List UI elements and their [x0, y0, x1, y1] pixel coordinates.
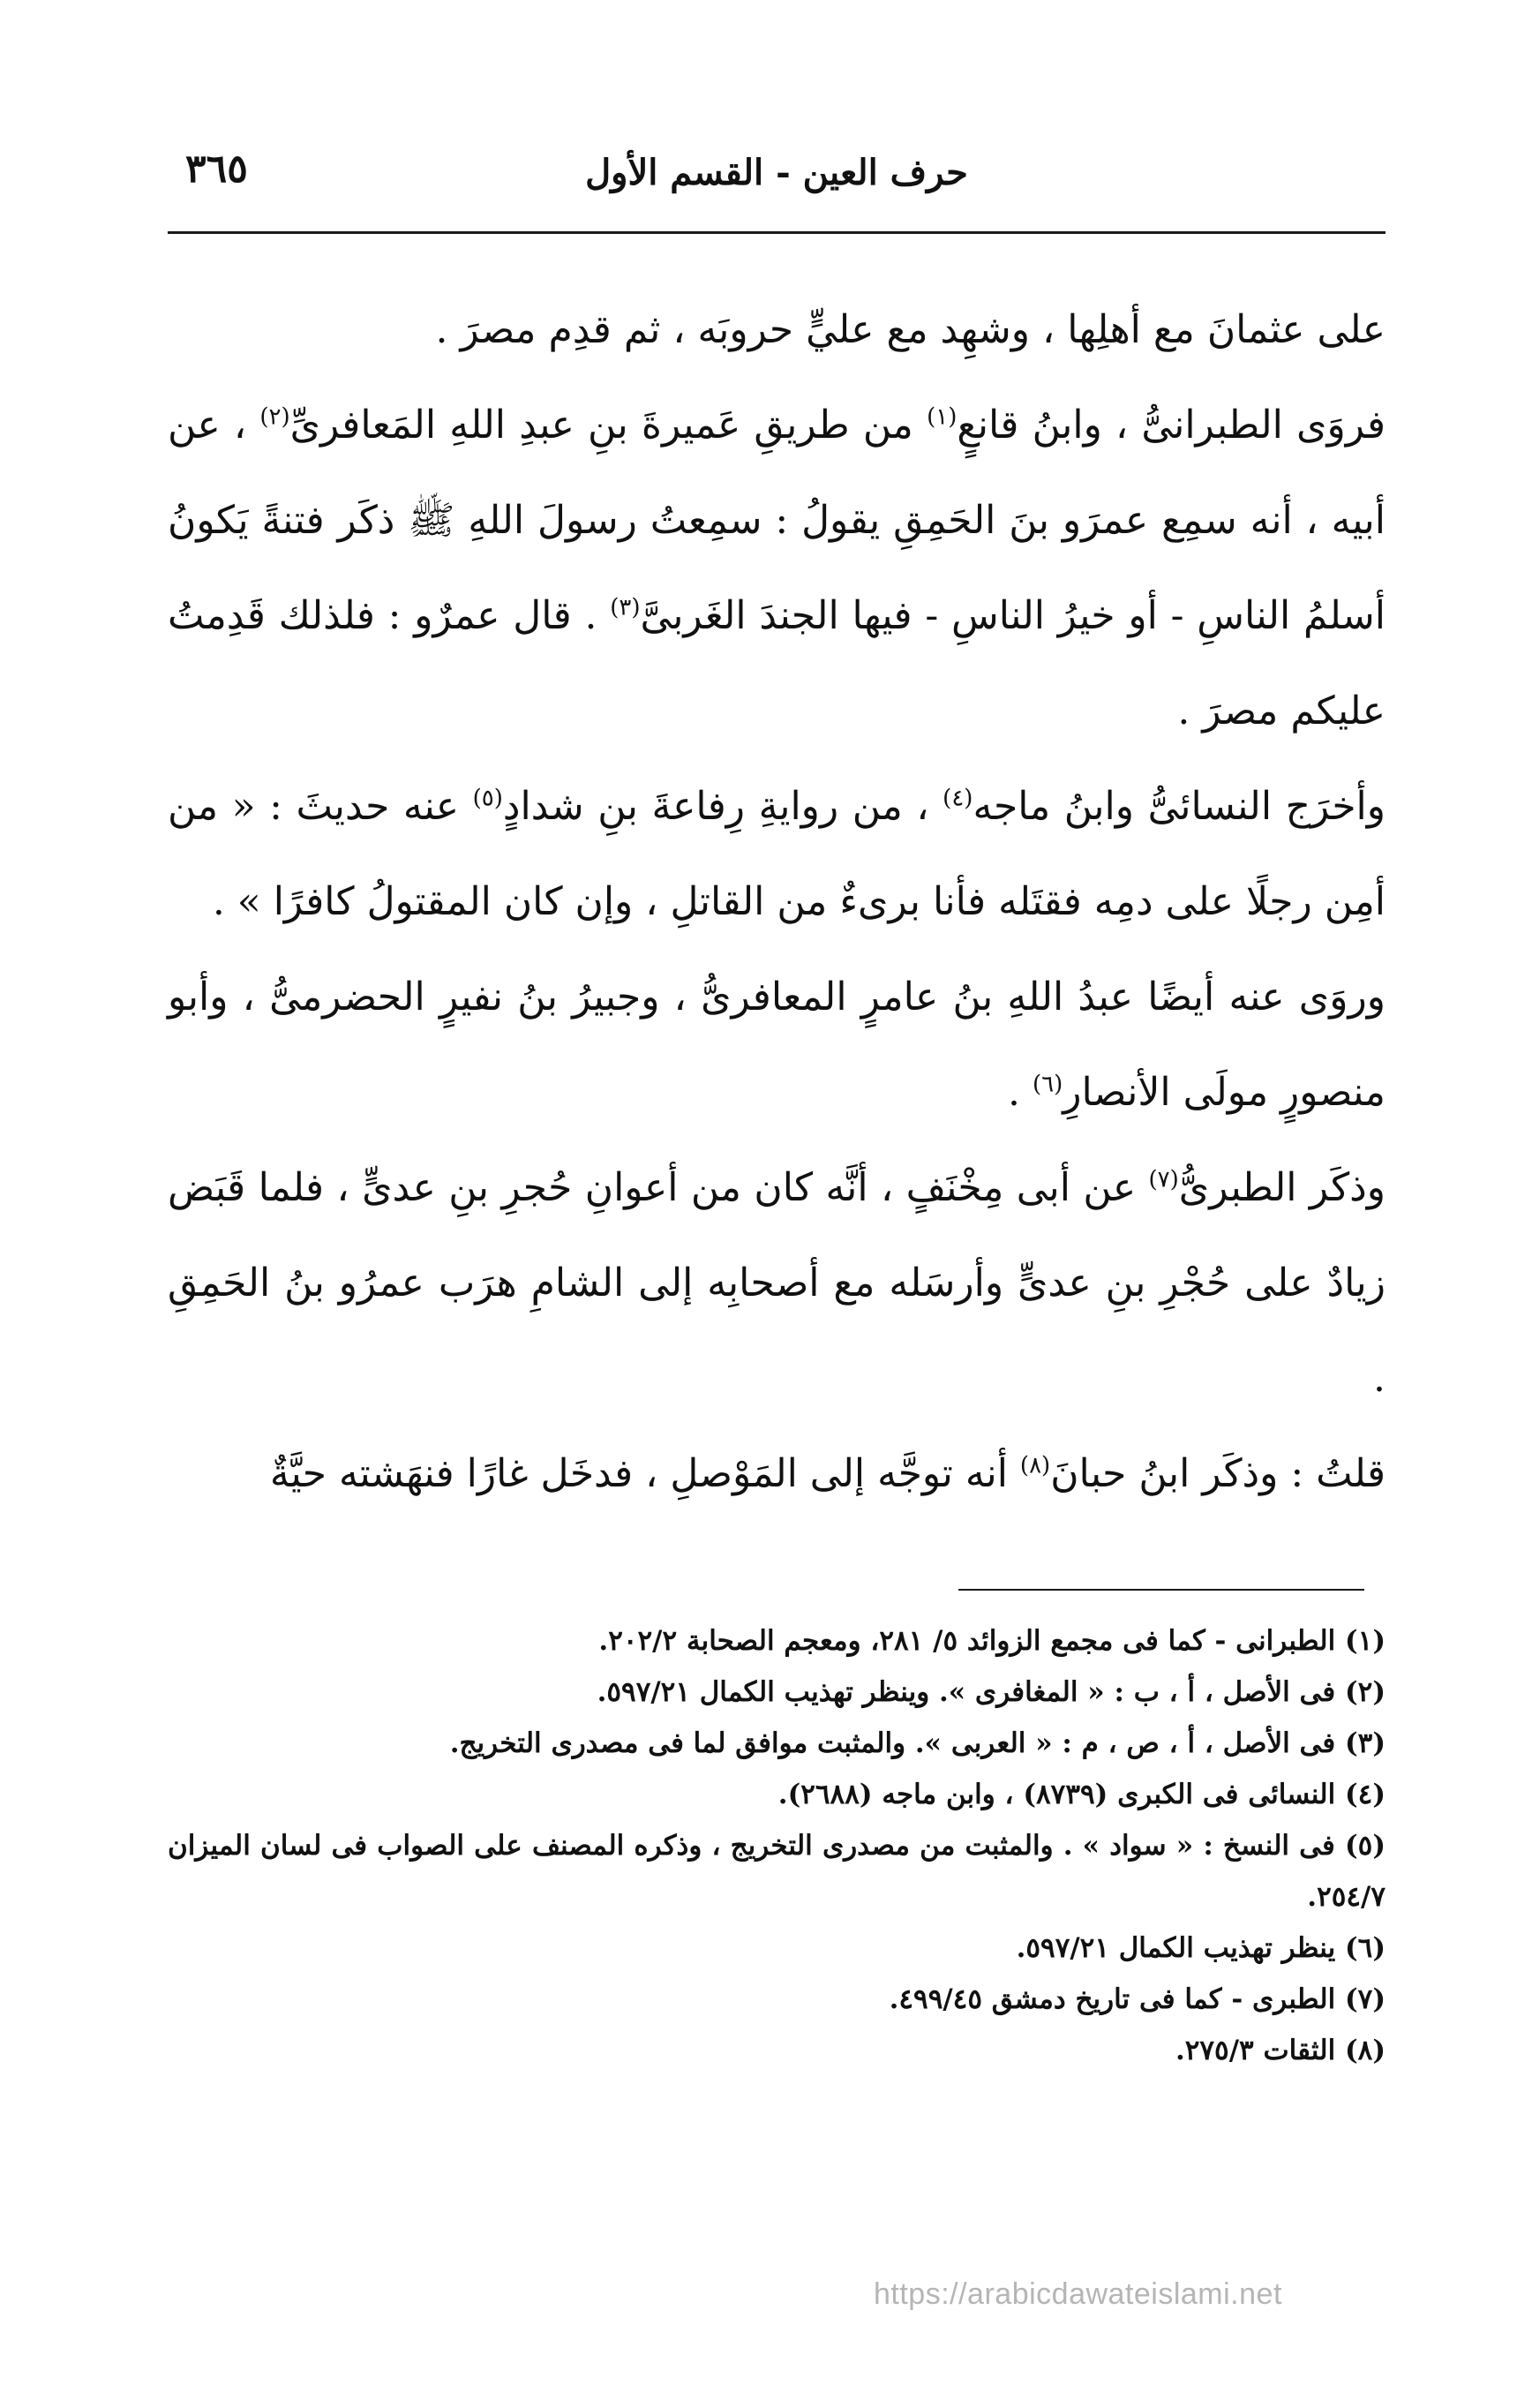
text-segment: وذكَر الطبرىُّ — [1178, 1165, 1386, 1210]
footnote: (٣) فى الأصل ، أ ، ص ، م : « العربى ». والمثبت موافق لما فى مصدرى التخريج. — [449, 1727, 1386, 1759]
text-segment: فروَى الطبرانىُّ ، وابنُ قانعٍ — [957, 403, 1386, 448]
watermark-url: https://arabicdawateislami.net — [874, 2277, 1282, 2311]
footnote-ref[interactable]: (٨) — [1019, 1452, 1051, 1479]
text-segment: وأخرَج النسائىُّ وابنُ ماجه — [973, 784, 1386, 829]
footnote: (٦) ينظر تهذيب الكمال ٥٩٧/٢١. — [1016, 1932, 1386, 1964]
page-number: ٣٦٥ — [185, 147, 248, 192]
footnote: (١) الطبرانى - كما فى مجمع الزوائد ٥/ ٢٨١، ومعجم الصحابة ٢٠٢/٢. — [598, 1625, 1386, 1657]
main-text — [168, 282, 1386, 1522]
running-head: حرف العين - القسم الأول — [585, 152, 968, 193]
footnote-ref[interactable]: (٧) — [1148, 1166, 1179, 1193]
text-segment: ، من روايةِ رِفاعةَ بنِ شدادٍ — [502, 784, 943, 829]
paragraph — [168, 1140, 1386, 1426]
footnote: (٥) فى النسخ : « سواد » . والمثبت من مصدرى التخريج ، وذكره المصنف على الصواب فى لسان الميزان ٢٥٤/٧. — [168, 1830, 1386, 1913]
footnote: (٤) النسائى فى الكبرى (٨٧٣٩) ، وابن ماجه (٢٦٨٨). — [777, 1779, 1386, 1810]
paragraph — [168, 1426, 1386, 1522]
header-rule — [168, 231, 1386, 234]
paragraph — [168, 282, 1386, 378]
paragraph — [168, 378, 1386, 759]
footnote-ref[interactable]: (٤) — [942, 785, 973, 812]
footnote-ref[interactable]: (٢) — [259, 403, 290, 431]
text-segment: وروَى عنه أيضًا عبدُ اللهِ بنُ عامرٍ المعافرىُّ ، وجبيرُ بنُ نفيرٍ الحضرمىُّ ، وأبو منصورٍ مولَى الأنصارِ — [168, 974, 1386, 1115]
text-segment: . قال عمرٌو : فلذلك قَدِمتُ عليكم مصرَ . — [168, 593, 1386, 734]
footnote-ref[interactable]: (٣) — [610, 594, 641, 621]
text-segment: ، عن أبيه ، أنه سمِع عمرَو بنَ الحَمِقِ يقولُ : سمِعتُ رسولَ اللهِ ﷺ ذكَر فتنةً يَكونُ أسلمُ الناسِ - أو خيرُ الناسِ - فيها الجندَ الغَربىَّ — [168, 403, 1386, 638]
text-segment: عن أبى مِخْنَفٍ ، أنَّه كان من أعوانِ حُجرِ بنِ عدىٍّ ، فلما قَبَض زيادٌ على حُجْرِ بنِ عدىٍّ وأرسَله مع أصحابِه إلى الشامِ هرَب عمرُو بنُ الحَمِقِ . — [168, 1165, 1386, 1401]
text-segment: أنه توجَّه إلى المَوْصلِ ، فدخَل غارًا فنهَشته حيَّةٌ — [269, 1451, 1020, 1496]
footnote-separator — [958, 1589, 1364, 1591]
paragraph — [168, 950, 1386, 1140]
text-segment: قلتُ : وذكَر ابنُ حبانَ — [1050, 1451, 1386, 1496]
text-segment: على عثمانَ مع أهلِها ، وشهِد مع عليٍّ حروبَه ، ثم قدِم مصرَ . — [435, 307, 1386, 352]
paragraph — [168, 759, 1386, 950]
text-segment: عنه حديثَ : « من أمِن رجلًا على دمِه فقتَله فأنا برىءٌ من القاتلِ ، وإن كان المقتولُ كافرًا » . — [168, 784, 1386, 924]
footnotes — [168, 1615, 1386, 2076]
footnote-ref[interactable]: (٥) — [472, 785, 503, 812]
footnote: (٧) الطبرى - كما فى تاريخ دمشق ٤٩٩/٤٥. — [889, 1983, 1386, 2015]
footnote-ref[interactable]: (١) — [927, 403, 958, 431]
footnote: (٢) فى الأصل ، أ ، ب : « المغافرى ». وينظر تهذيب الكمال ٥٩٧/٢١. — [597, 1676, 1386, 1708]
text-segment: من طريقِ عَميرةَ بنِ عبدِ اللهِ المَعافرىِّ — [289, 403, 927, 448]
footnote-ref[interactable]: (٦) — [1033, 1071, 1063, 1098]
footnote: (٨) الثقات ٢٧٥/٣. — [1175, 2035, 1386, 2066]
page-header — [168, 141, 1386, 212]
text-segment: . — [1008, 1070, 1033, 1115]
